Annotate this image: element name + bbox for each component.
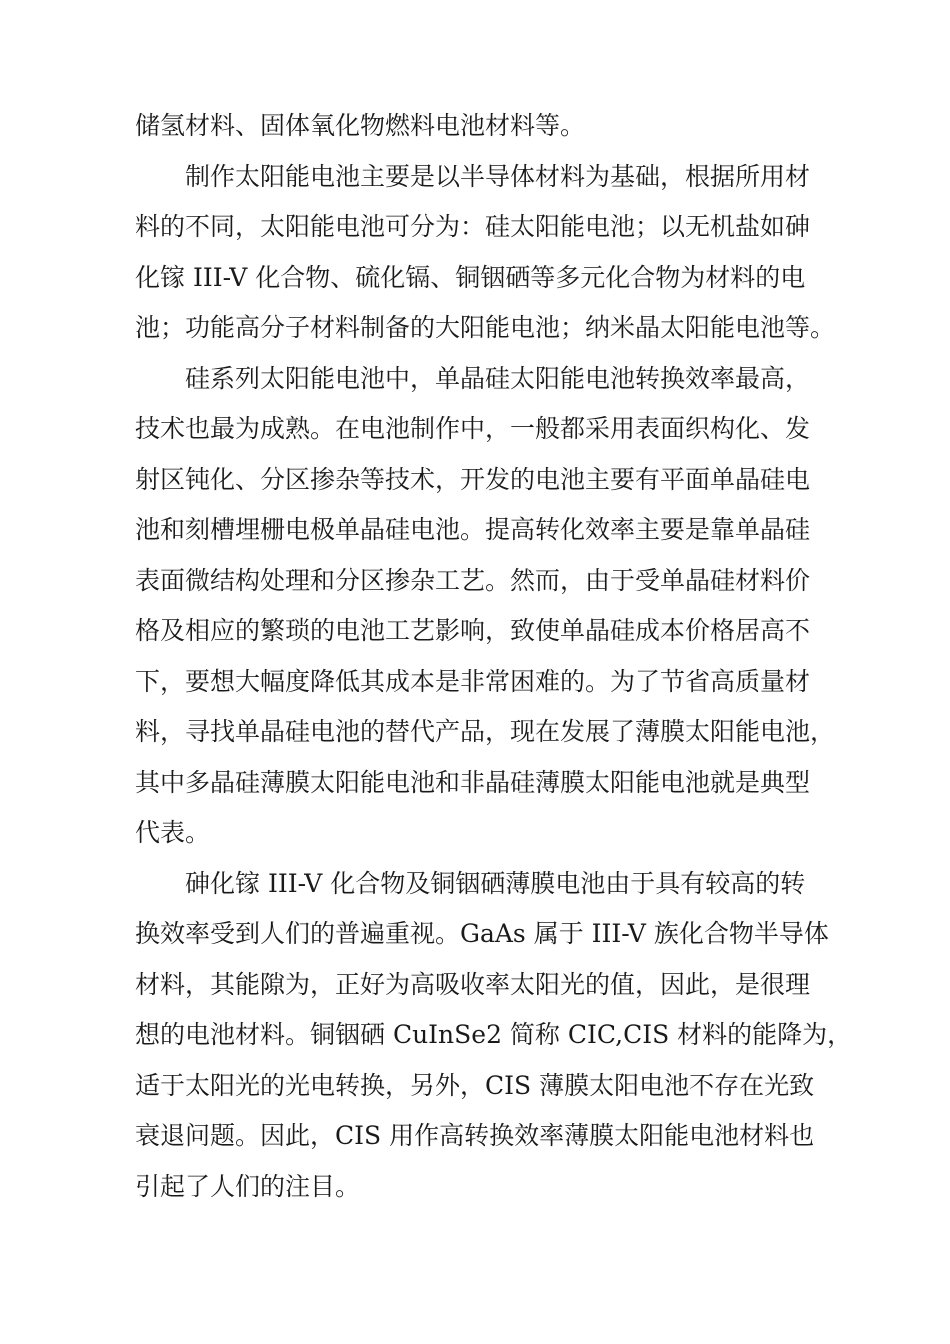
text-line: 换效率受到人们的普遍重视。GaAs 属于 III-V 族化合物半导体	[135, 919, 829, 948]
text-line: 表面微结构处理和分区掺杂工艺。然而，由于受单晶硅材料价	[135, 565, 811, 595]
text-line: 衰退问题。因此，CIS 用作高转换效率薄膜太阳能电池材料也	[135, 1121, 815, 1150]
text-line: 制作太阳能电池主要是以半导体材料为基础，根据所用材	[185, 161, 811, 191]
text-line: 格及相应的繁琐的电池工艺影响，致使单晶硅成本价格居高不	[135, 616, 811, 645]
paragraph-silicon-cells	[135, 354, 835, 859]
text-line: 材料，其能隙为，正好为高吸收率太阳光的值，因此，是很理	[135, 969, 811, 999]
text-line: 池和刻槽埋栅电极单晶硅电池。提高转化效率主要是靠单晶硅	[135, 515, 811, 544]
text-line: 硅系列太阳能电池中，单晶硅太阳能电池转换效率最高，	[185, 363, 811, 393]
text-line: 引起了人们的注目。	[135, 1171, 361, 1201]
paragraph-solar-cell-types	[135, 152, 835, 354]
text-line: 储氢材料、固体氧化物燃料电池材料等。	[135, 111, 586, 140]
text-line: 技术也最为成熟。在电池制作中，一般都采用表面织构化、发	[135, 414, 811, 443]
text-line: 料的不同，太阳能电池可分为：硅太阳能电池；以无机盐如砷	[135, 212, 811, 241]
paragraph-gaas-cis-cells	[135, 859, 853, 1213]
document-body	[135, 101, 853, 1212]
text-line: 下，要想大幅度降低其成本是非常困难的。为了节省高质量材	[135, 666, 811, 696]
text-line: 代表。	[135, 818, 211, 847]
text-line: 料，寻找单晶硅电池的替代产品，现在发展了薄膜太阳能电池，	[135, 717, 836, 746]
text-line: 适于太阳光的光电转换，另外，CIS 薄膜太阳电池不存在光致	[135, 1070, 815, 1100]
text-line: 想的电池材料。铜铟硒 CuInSe2 简称 CIC,CIS 材料的能降为，	[135, 1020, 853, 1049]
paragraph-continuation	[135, 101, 835, 152]
text-line: 砷化镓 III-V 化合物及铜铟硒薄膜电池由于具有较高的转	[185, 868, 806, 898]
text-line: 其中多晶硅薄膜太阳能电池和非晶硅薄膜太阳能电池就是典型	[135, 767, 811, 797]
text-line: 化镓 III-V 化合物、硫化镉、铜铟硒等多元化合物为材料的电	[135, 262, 806, 292]
text-line: 射区钝化、分区掺杂等技术，开发的电池主要有平面单晶硅电	[135, 464, 811, 494]
text-line: 池；功能高分子材料制备的大阳能电池；纳米晶太阳能电池等。	[135, 313, 836, 342]
